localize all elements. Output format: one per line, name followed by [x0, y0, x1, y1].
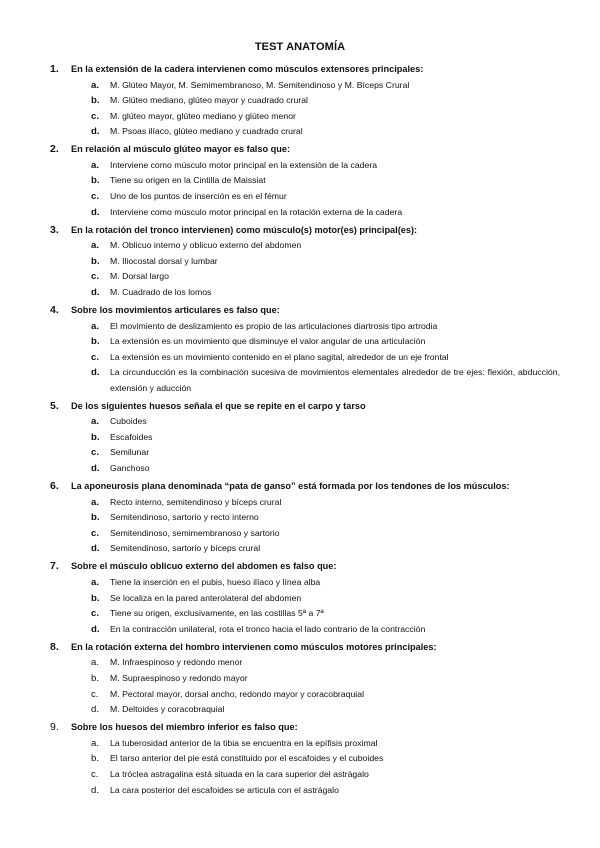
question-heading [50, 142, 560, 158]
question-heading [50, 62, 560, 78]
option-text: La circunducción es la combinación sucesiva de movimientos elementales alrededor de tre ejes: flexión, abducción, extensión y aducción [110, 367, 560, 393]
option-letter: d. [91, 206, 100, 218]
option-text: M. Supraespinoso y redondo mayor [110, 672, 248, 683]
question-text: Sobre los huesos del miembro inferior es falso que: [71, 722, 298, 733]
answer-option [91, 350, 560, 366]
option-text: Interviene como músculo motor principal en la rotación externa de la cadera [110, 206, 403, 217]
question-heading [50, 479, 560, 495]
option-letter: d. [91, 704, 100, 716]
option-text: M. glúteo mayor, glúteo mediano y glúteo menor [110, 110, 296, 121]
answer-option [91, 173, 560, 189]
question-item [50, 640, 560, 718]
question-heading [50, 640, 560, 656]
answer-option [91, 751, 560, 767]
option-letter: c. [91, 110, 100, 122]
answer-option [91, 254, 560, 270]
option-letter: a. [91, 416, 100, 428]
option-letter: d. [91, 784, 100, 796]
question-list [50, 62, 560, 801]
option-text: En la contracción unilateral, rota el tronco hacia el lado contrario de la contracción [110, 623, 426, 634]
question-number: 9. [50, 721, 59, 734]
question-number: 3. [50, 223, 59, 236]
option-letter: d. [91, 623, 100, 635]
option-letter: c. [91, 271, 100, 283]
answer-option [91, 767, 560, 783]
question-item [50, 479, 560, 557]
question-heading [50, 303, 560, 319]
option-letter: a. [91, 159, 100, 171]
question-heading [50, 720, 560, 736]
option-text: El movimiento de deslizamiento es propio de las articulaciones diartrosis tipo artrodia [110, 320, 438, 331]
question-text: Sobre el músculo oblicuo externo del abdomen es falso que: [71, 561, 337, 572]
option-text: Semitendinoso, sartorio y bíceps crural [110, 543, 261, 554]
option-text: La tuberosidad anterior de la tibia se encuentra en la epífisis proximal [110, 737, 378, 748]
answer-options [91, 736, 560, 798]
question-text: En la extensión de la cadera intervienen como músculos extensores principales: [71, 64, 424, 74]
answer-options [91, 319, 560, 397]
option-text: M. Cuadrado de los lomos [110, 287, 212, 298]
option-letter: c. [91, 351, 100, 363]
question-text: De los siguientes huesos señala el que se repite en el carpo y tarso [71, 400, 366, 411]
option-text: M. Glúteo mediano, glúteo mayor y cuadrado crural [110, 95, 308, 106]
option-letter: a. [91, 79, 100, 91]
answer-option [91, 205, 560, 221]
option-letter: c. [91, 191, 100, 203]
question-item [50, 559, 560, 637]
answer-option [91, 430, 560, 446]
answer-options [91, 495, 560, 557]
question-text: Sobre los movimientos articulares es falso que: [71, 305, 280, 316]
option-letter: a. [91, 320, 100, 332]
option-letter: c. [91, 688, 99, 700]
option-letter: d. [91, 287, 100, 299]
question-number: 1. [50, 63, 59, 75]
answer-option [91, 461, 560, 477]
option-letter: b. [91, 175, 100, 187]
option-letter: a. [91, 576, 100, 588]
answer-option [91, 591, 560, 607]
question-number: 8. [50, 640, 59, 653]
option-letter: a. [91, 240, 100, 252]
option-text: M. Pectoral mayor, dorsal ancho, redondo mayor y coracobraquial [110, 688, 364, 699]
question-item [50, 223, 560, 301]
answer-option [91, 541, 560, 557]
option-letter: d. [91, 367, 100, 379]
option-text: La extensión es un movimiento contenido en el plano sagital, alrededor de un eje frontal [110, 351, 449, 362]
question-text: En la rotación externa del hombro intervienen como músculos motores principales: [71, 641, 437, 652]
answer-option [91, 622, 560, 638]
option-text: Tiene la inserción en el pubis, hueso ilíaco y línea alba [110, 576, 321, 587]
option-text: M. Dorsal largo [110, 271, 169, 282]
option-letter: b. [91, 753, 100, 765]
question-item [50, 399, 560, 477]
question-item [50, 142, 560, 220]
answer-option [91, 606, 560, 622]
option-text: El tarso anterior del pie está constituido por el escafoides y el cuboides [110, 753, 384, 764]
option-text: M. Psoas ilíaco, glúteo mediano y cuadrado crural [110, 126, 303, 137]
question-text: En la rotación del tronco intervienen) como músculo(s) motor(es) principal(es): [71, 224, 418, 235]
answer-options [91, 575, 560, 637]
answer-option [91, 702, 560, 718]
option-letter: c. [91, 768, 99, 780]
answer-option [91, 93, 560, 109]
question-text: La aponeurosis plana denominada “pata de ganso” está formada por los tendones de los músculos: [71, 481, 510, 492]
question-number: 5. [50, 399, 59, 412]
answer-option [91, 655, 560, 671]
option-letter: b. [91, 95, 100, 107]
question-item [50, 303, 560, 396]
answer-option [91, 334, 560, 350]
option-letter: d. [91, 463, 100, 474]
option-letter: b. [91, 592, 100, 604]
question-number: 7. [50, 560, 59, 573]
answer-options [91, 78, 560, 140]
option-text: M. Deltoides y coracobraquial [110, 704, 225, 715]
option-text: Escafoides [110, 431, 153, 442]
option-text: Semilunar [110, 447, 150, 458]
option-letter: c. [91, 608, 100, 620]
option-text: Interviene como músculo motor principal en la extensión de la cadera [110, 159, 378, 170]
answer-option [91, 365, 560, 396]
answer-option [91, 158, 560, 174]
answer-option [91, 445, 560, 461]
answer-options [91, 414, 560, 476]
option-text: Semitendinoso, semimembranoso y sartorio [110, 527, 280, 538]
answer-options [91, 158, 560, 220]
answer-option [91, 78, 560, 94]
answer-option [91, 238, 560, 254]
answer-option [91, 783, 560, 799]
question-number: 6. [50, 480, 59, 493]
option-letter: b. [91, 255, 100, 267]
option-text: Tiene su origen en la Cintilla de Maissiat [110, 175, 266, 186]
option-letter: a. [91, 737, 100, 749]
question-number: 2. [50, 143, 59, 156]
answer-option [91, 687, 560, 703]
option-letter: d. [91, 543, 100, 555]
answer-option [91, 319, 560, 335]
option-text: Uno de los puntos de inserción es en el fémur [110, 191, 287, 202]
option-letter: b. [91, 672, 100, 684]
option-text: M. Oblicuo interno y oblicuo externo del abdomen [110, 240, 302, 251]
question-text: En relación al músculo glúteo mayor es falso que: [71, 144, 291, 155]
option-text: M. Infraespinoso y redondo menor [110, 657, 243, 668]
option-text: Ganchoso [110, 463, 150, 473]
answer-option [91, 109, 560, 125]
answer-option [91, 526, 560, 542]
option-letter: c. [91, 447, 100, 459]
answer-option [91, 510, 560, 526]
option-text: Tiene su origen, exclusivamente, en las costillas 5ª a 7ª [110, 608, 324, 619]
option-letter: a. [91, 496, 100, 508]
question-item [50, 720, 560, 798]
option-letter: b. [91, 336, 100, 348]
option-letter: c. [91, 527, 100, 539]
option-text: Semitendinoso, sartorio y recto interno [110, 512, 259, 523]
option-text: Se localiza en la pared anterolateral del abdomen [110, 592, 302, 603]
page-title: TEST ANATOMÍA [254, 41, 346, 53]
option-text: La cara posterior del escafoides se articula con el astrágalo [110, 784, 339, 795]
option-text: La extensión es un movimiento que disminuye el valor angular de una articulación [110, 336, 426, 347]
option-letter: d. [91, 126, 100, 138]
answer-option [91, 285, 560, 301]
answer-option [91, 495, 560, 511]
option-text: M. Glúteo Mayor, M. Semimembranoso, M. Semitendinoso y M. Bíceps Crural [110, 79, 410, 90]
answer-options [91, 655, 560, 717]
question-heading [50, 223, 560, 239]
question-heading [50, 559, 560, 575]
answer-option [91, 575, 560, 591]
option-letter: b. [91, 512, 100, 524]
question-heading [50, 399, 560, 415]
option-text: Recto interno, semitendinoso y bíceps crural [110, 496, 282, 507]
option-text: M. Iliocostal dorsal y lumbar [110, 255, 218, 266]
option-letter: a. [91, 657, 100, 669]
answer-option [91, 671, 560, 687]
answer-option [91, 736, 560, 752]
option-letter: b. [91, 431, 100, 443]
answer-option [91, 414, 560, 430]
answer-option [91, 269, 560, 285]
question-number: 4. [50, 304, 59, 317]
answer-option [91, 189, 560, 205]
answer-option [91, 124, 560, 140]
option-text: La tróclea astragalina está situada en la cara superior del astrágalo [110, 768, 369, 779]
option-text: Cuboides [110, 416, 147, 427]
question-item [50, 62, 560, 140]
answer-options [91, 238, 560, 300]
